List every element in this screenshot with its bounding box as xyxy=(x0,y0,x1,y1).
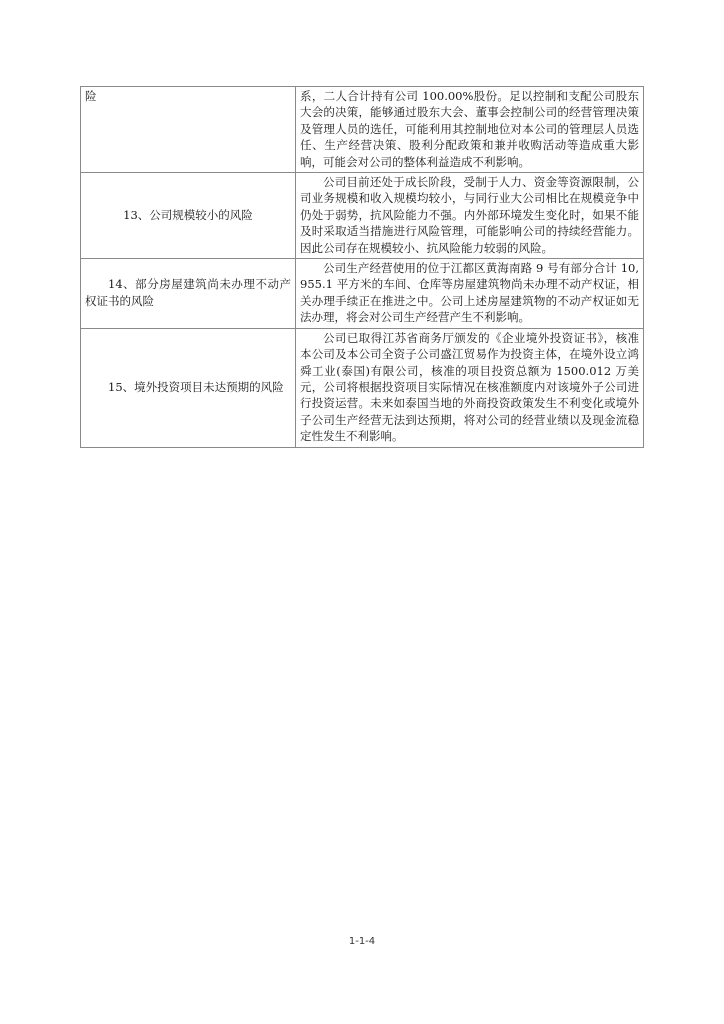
risk-name: 险 xyxy=(85,89,97,103)
risk-name: 13、公司规模较小的风险 xyxy=(123,207,253,222)
table-row xyxy=(81,328,644,447)
table-row xyxy=(81,173,644,259)
risk-name-cell xyxy=(81,328,296,447)
risk-name-cell xyxy=(81,259,296,329)
page-number: 1-1-4 xyxy=(348,936,376,947)
risk-description-cell xyxy=(296,328,644,447)
risk-name: 15、境外投资项目未达预期的风险 xyxy=(108,379,284,394)
risk-description-cell xyxy=(296,259,644,329)
risk-description-cell xyxy=(296,173,644,259)
risk-description: 公司生产经营使用的位于江都区黄海南路 9 号有部分合计 10,955.1 平方米的车间、仓库等房屋建筑物尚未办理不动产权证，相关办理手续正在推进之中。公司上述房屋建筑物的不动产权证如无法办理，将会对公司生产经营产生不利影响。 xyxy=(300,261,639,325)
table-row xyxy=(81,259,644,329)
risk-description: 公司目前还处于成长阶段，受制于人力、资金等资源限制，公司业务规模和收入规模均较小，与同行业大公司相比在规模竞争中仍处于弱势，抗风险能力不强。内外部环境发生变化时，如果不能及时采取适当措施进行风险管理，可能影响公司的持续经营能力。因此公司存在规模较小、抗风险能力较弱的风险。 xyxy=(300,175,639,255)
risk-description: 公司已取得江苏省商务厅颁发的《企业境外投资证书》，核准本公司及本公司全资子公司盛江贸易作为投资主体，在境外设立鸿舜工业(泰国)有限公司，核准的项目投资总额为 1500.012 万美元，公司将根据投资项目实际情况在核准额度内对该境外子公司进行投资运营。未来如泰国当地的外商投资政策发生不利变化或境外子公司生产经营无法到达预期，将对公司的经营业绩以及现金流稳定性发生不利影响。 xyxy=(300,330,639,444)
table-row xyxy=(81,87,644,173)
risk-name-cell xyxy=(81,87,296,173)
risk-name: 14、部分房屋建筑尚未办理不动产权证书的风险 xyxy=(85,277,291,308)
risk-name-cell xyxy=(81,173,296,259)
risk-description-cell xyxy=(296,87,644,173)
risk-factors-table xyxy=(80,86,644,448)
risk-description: 系，二人合计持有公司 100.00%股份。足以控制和支配公司股东大会的决策，能够通过股东大会、董事会控制公司的经营管理决策及管理人员的选任，可能利用其控制地位对本公司的管理层人员选任、生产经营决策、股利分配政策和兼并收购活动等造成重大影响，可能会对公司的整体利益造成不利影响。 xyxy=(300,89,639,169)
